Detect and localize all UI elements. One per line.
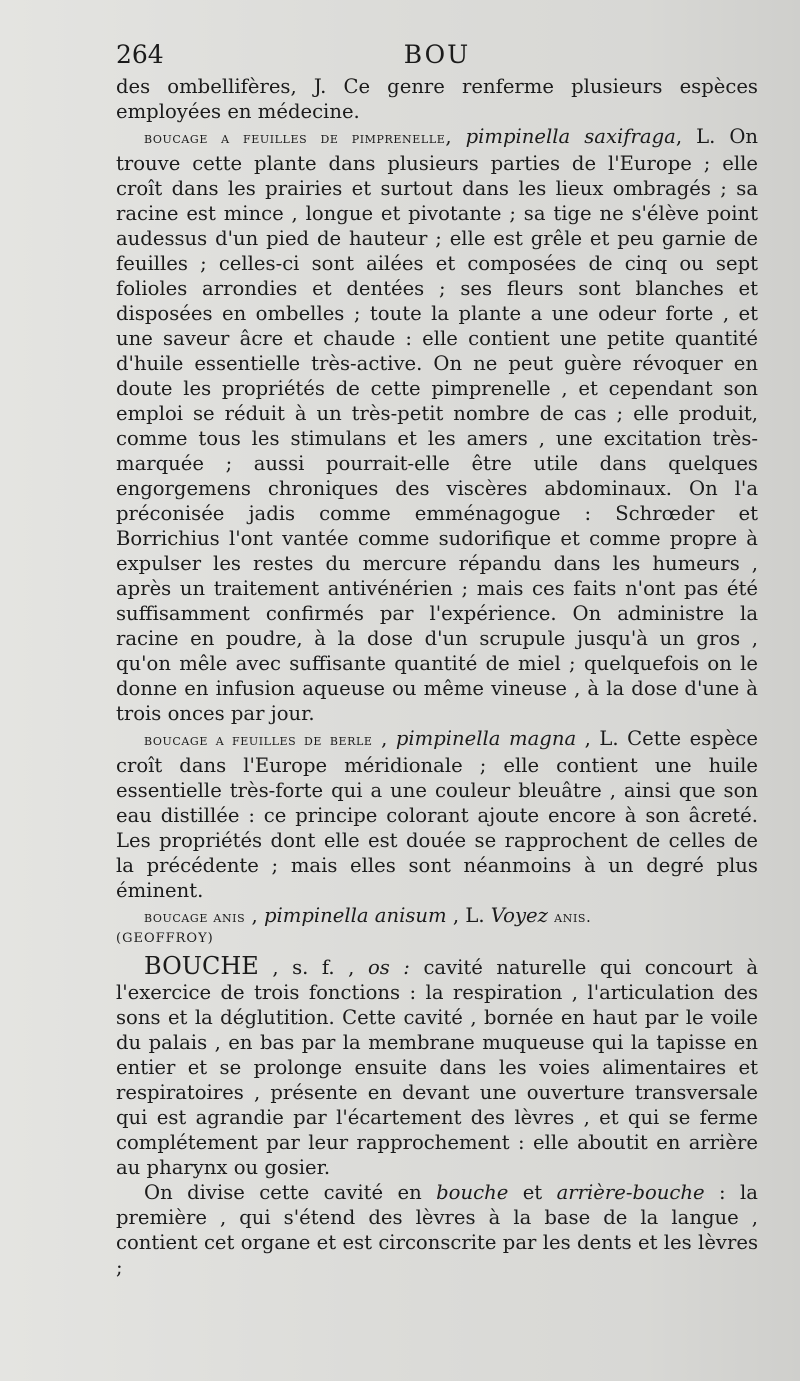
entry-term: boucage anis [144,908,246,926]
latin-name: pimpinella anisum [263,904,447,927]
cross-reference-voyez: Voyez [490,904,548,927]
page-number: 264 [116,40,164,69]
entry-boucage-pimprenelle: boucage a feuilles de pimprenelle, pimpinella saxifraga, L. On trouve cette plante dans plusieurs parties de l'Europe ; elle croît dans les prairies et surtout dans les lieux ombragés ; sa racine est mince , longue et pivotante ; sa tige ne s'élève point audessus d'un pied de hauteur ; elle est grêle et peu garnie de feuilles ; celles-ci sont ailées et composées de cinq ou sept folioles arrondies et dentées ; ses fleurs sont blanches et disposées en ombelles ; toute la plante a une odeur forte , et une saveur âcre et chaude : elle contient une petite quantité d'huile essentielle très-active. On ne peut guère révoquer en doute les propriétés de cette pimprenelle , et cependant son emploi se réduit à un très-petit nombre de cas ; elle produit, comme tous les stimulans et les amers , une excitation très-marquée ; aussi pourrait-elle être utile dans quelques engorgemens chroniques des viscères abdominaux. On l'a préconisée jadis comme emménagogue : Schrœder et Borrichius l'ont vantée comme sudorifique et comme propre à expulser les restes du mercure répandu dans les humeurs , après un traitement antivénérien ; mais ces faits n'ont pas été suffisamment confirmés par l'expérience. On administre la racine en poudre, à la dose d'un scrupule jusqu'à un gros , qu'on mêle avec suffisante quantité de miel ; quelquefois on le donne en infusion aqueuse ou même vineuse , à la dose d'une à trois onces par jour. [116,125,758,725]
cross-reference-target: anis. [554,908,592,926]
paragraph-bouche-divisions [116,1180,758,1280]
entry-body: cavité naturelle qui concourt à l'exercice de trois fonctions : la respiration , l'articulation des sons et la déglutition. Cette cavité , bornée en haut par le voile du palais , en bas par la membrane muqueuse qui la tapisse en entier et se prolonge ensuite dans les voies alimentaires et respiratoires , présente en devant une ouverture transversale qui est agrandie par l'écartement des lèvres , et qui se ferme complétement par leur rapprochement : elle aboutit en arrière au pharynx ou gosier. [116,956,759,1179]
latin-name: pimpinella saxifraga [465,125,676,148]
paragraph-text: et [508,1181,557,1204]
entry-grammar: , s. f. , [258,956,368,979]
entry-bouche [116,954,758,1180]
separator: , [372,727,396,750]
latin-name: pimpinella magna [395,727,577,750]
latin-name: os : [367,956,410,979]
paragraph-text: On divise cette cavité en [144,1181,437,1204]
entry-boucage-berle [116,726,758,903]
entry-body: , L. Cette espèce croît dans l'Europe méridionale ; elle contient une huile essentielle très-forte qui a une couleur bleuâtre , ainsi que son eau distillée : ce principe colorant ajoute encore à son âcreté. Les propriétés dont elle est douée se rapprochent de celles de la précédente ; mais elles sont néanmoins à un degré plus éminent. [116,727,759,902]
entry-boucage-anis [116,903,758,930]
paragraph-continuation: des ombellifères, J. Ce genre renferme plusieurs espèces employées en médecine. [116,75,758,123]
italic-term: bouche [436,1181,509,1204]
separator: , [245,904,264,927]
entry-body: , L. On trouve cette plante dans plusieurs parties de l'Europe ; elle croît dans les prairies et surtout dans les lieux ombragés ; sa racine est mince , longue et pivotante ; sa tige ne s'élève point audessus d'un pied de hauteur ; elle est grêle et peu garnie de feuilles ; celles-ci sont ailées et composées de cinq ou sept folioles arrondies et dentées ; ses fleurs sont blanches et disposées en ombelles ; toute la plante a une odeur forte , et une saveur âcre et chaude : elle contient une petite quantité d'huile essentielle très-active. On ne peut guère révoquer en doute les propriétés de cette pimprenelle , et cependant son emploi se réduit à un très-petit nombre de cas ; elle produit, comme tous les stimulans et les amers , une excitation très-marquée ; aussi pourrait-elle être utile dans quelques engorgemens chroniques des viscères abdominaux. On l'a préconisée jadis comme emménagogue : Schrœder et Borrichius l'ont vantée comme sudorifique et comme propre à expulser les restes du mercure répandu dans les humeurs , après un traitement antivénérien ; mais ces faits n'ont pas été suffisamment confirmés par l'expérience. On administre la racine en poudre, à la dose d'un scrupule jusqu'à un gros , qu'on mêle avec suffisante quantité de miel ; quelquefois on le donne en infusion aqueuse ou même vineuse , à la dose d'une à trois onces par jour. [116,125,758,725]
page-body [116,74,758,1280]
entry-term: boucage a feuilles de berle [144,731,373,749]
running-head: BOU [403,40,471,69]
author-signature: (GEOFFROY) [116,931,214,946]
entry-body: , L. [446,904,491,927]
paragraph-text: : la première , qui s'étend des lèvres à la base de la langue , contient cet organe et est circonscrite par les dents et les lèvres ; [116,1181,758,1279]
book-page [116,40,758,1280]
entry-term: boucage a feuilles de pimprenelle [144,129,446,147]
italic-term: arrière-bouche [556,1181,705,1204]
page-header [116,40,758,74]
entry-headword: BOUCHE [144,952,259,980]
